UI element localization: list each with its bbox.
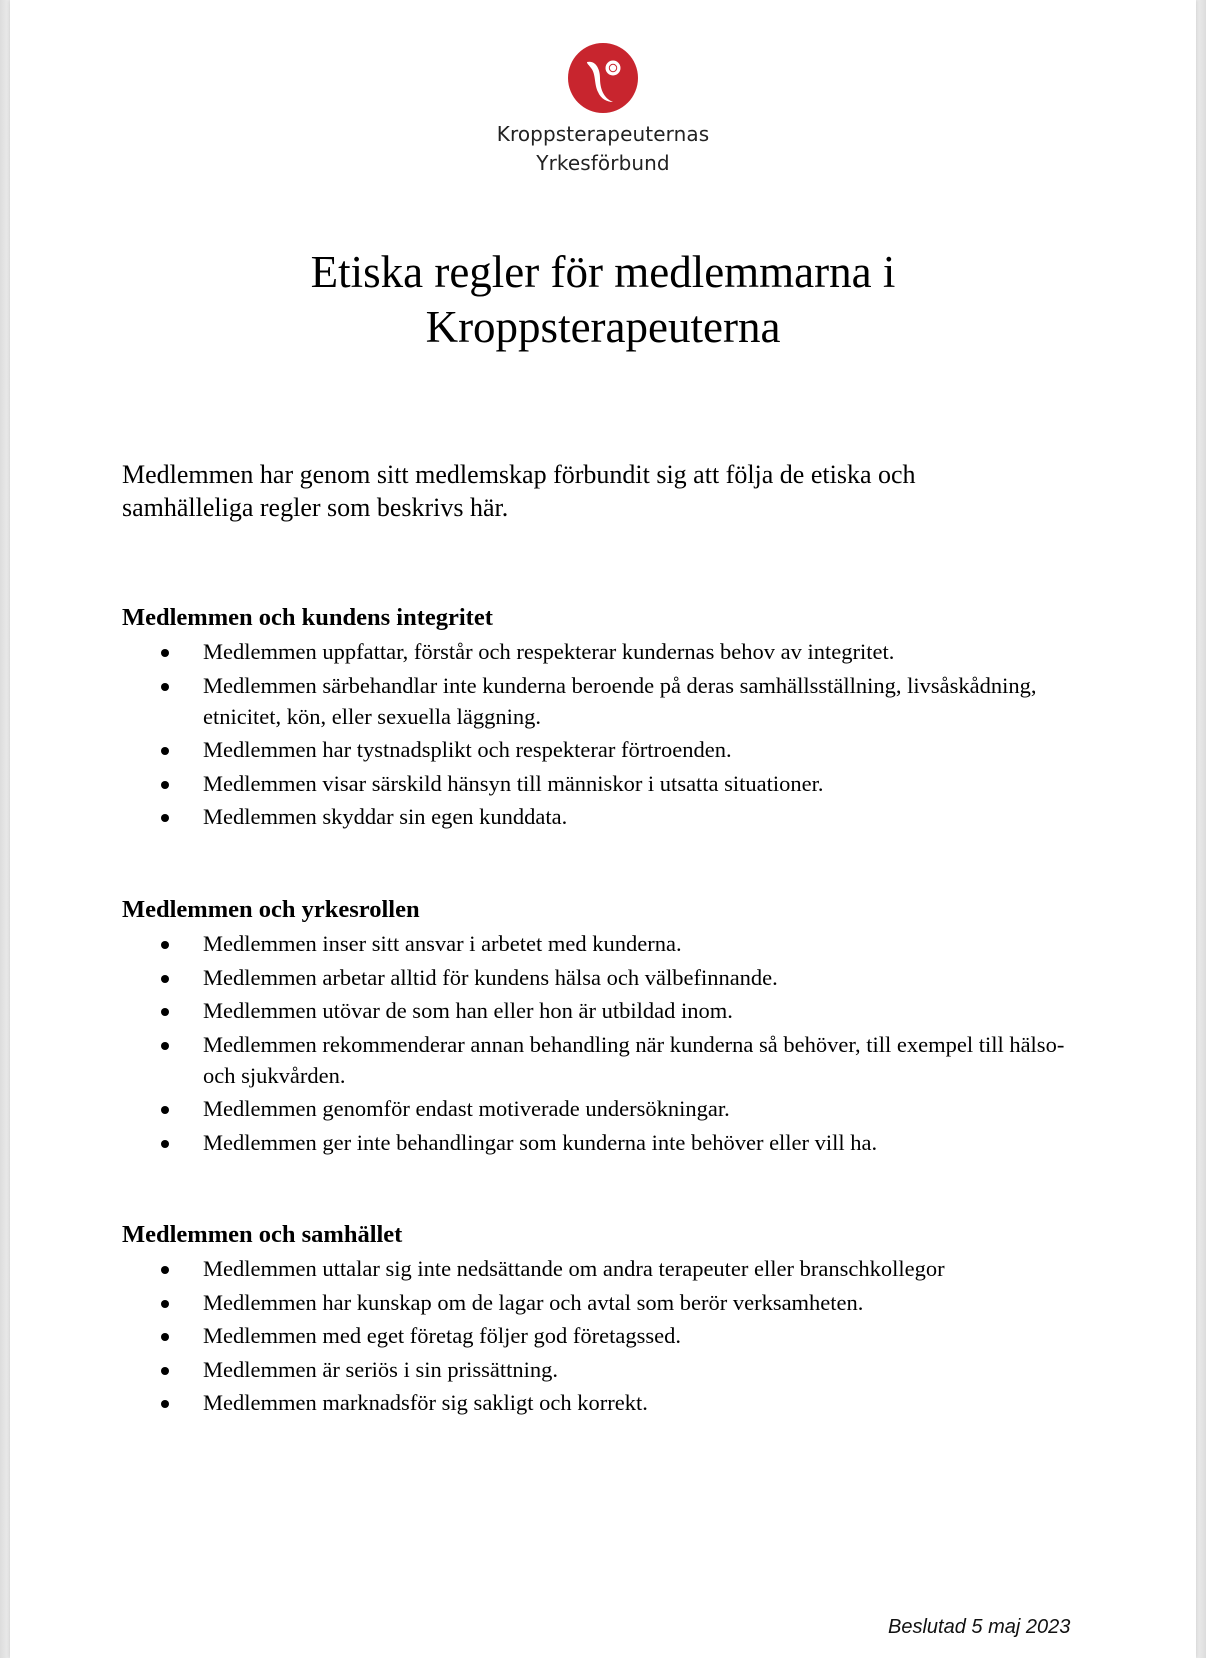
list-item-text: Medlemmen inser sitt ansvar i arbetet med kunderna. bbox=[203, 931, 682, 956]
bullet-icon bbox=[161, 1367, 169, 1375]
bullet-icon bbox=[161, 1008, 169, 1016]
section-professional-role bbox=[122, 895, 1102, 1160]
bullet-list bbox=[122, 928, 1102, 1158]
bullet-icon bbox=[161, 1266, 169, 1274]
list-item-text: Medlemmen genomför endast motiverade undersökningar. bbox=[203, 1096, 730, 1121]
list-item-text: Medlemmen har tystnadsplikt och respekterar förtroenden. bbox=[203, 737, 732, 762]
list-item-text: Medlemmen har kunskap om de lagar och avtal som berör verksamheten. bbox=[203, 1289, 864, 1315]
list-item-text: Medlemmen arbetar alltid för kundens hälsa och välbefinnande. bbox=[203, 964, 778, 990]
bullet-icon bbox=[161, 683, 169, 691]
list-item-text: Medlemmen uppfattar, förstår och respekterar kundernas behov av integritet. bbox=[203, 639, 895, 664]
section-heading: Medlemmen och samhället bbox=[122, 1221, 403, 1248]
organization-name-line1: Kroppsterapeuternas bbox=[496, 122, 710, 146]
document-title-line1: Etiska regler för medlemmarna i bbox=[310, 247, 896, 297]
bullet-icon bbox=[161, 649, 169, 657]
bullet-icon bbox=[161, 1042, 169, 1050]
bullet-icon bbox=[161, 747, 169, 755]
bullet-icon bbox=[161, 1106, 169, 1114]
section-heading: Medlemmen och kundens integritet bbox=[122, 604, 493, 631]
organization-name bbox=[10, 120, 1196, 178]
list-item-text: Medlemmen utövar de som han eller hon är utbildad inom. bbox=[203, 998, 733, 1023]
page-edge-left bbox=[0, 0, 10, 1658]
decision-date-note: Beslutad 5 maj 2023 bbox=[888, 1616, 1071, 1638]
list-item bbox=[122, 1093, 1102, 1124]
list-item bbox=[122, 1354, 1102, 1385]
list-item bbox=[122, 636, 1102, 667]
list-item-text: Medlemmen rekommenderar annan behandling när kunderna så behöver, till exempel till hälso- och sjukvården. bbox=[203, 1031, 1065, 1088]
bullet-icon bbox=[161, 975, 169, 983]
list-item bbox=[122, 1253, 1102, 1284]
bullet-icon bbox=[161, 941, 169, 949]
list-item-text: Medlemmen marknadsför sig sakligt och korrekt. bbox=[203, 1390, 648, 1415]
document-title bbox=[10, 245, 1196, 355]
section-society bbox=[122, 1220, 1102, 1421]
list-item-text: Medlemmen visar särskild hänsyn till människor i utsatta situationer. bbox=[203, 770, 824, 796]
bullet-icon bbox=[161, 1400, 169, 1408]
list-item-text: Medlemmen är seriös i sin prissättning. bbox=[203, 1356, 558, 1382]
list-item bbox=[122, 768, 1102, 799]
bullet-icon bbox=[161, 1300, 169, 1308]
list-item bbox=[122, 1127, 1102, 1158]
list-item bbox=[122, 962, 1102, 993]
kroppsterapeuterna-logo-icon bbox=[567, 42, 639, 114]
list-item bbox=[122, 670, 1102, 732]
list-item-text: Medlemmen uttalar sig inte nedsättande om andra terapeuter eller branschkollegor bbox=[203, 1256, 945, 1281]
list-item-text: Medlemmen med eget företag följer god företagssed. bbox=[203, 1323, 681, 1348]
document-page bbox=[10, 0, 1196, 1658]
intro-paragraph bbox=[122, 458, 1062, 524]
list-item-text: Medlemmen skyddar sin egen kunddata. bbox=[203, 804, 568, 829]
list-item-text: Medlemmen särbehandlar inte kunderna beroende på deras samhällsställning, livsåskådning, etnicitet, kön, eller sexuella läggning. bbox=[203, 672, 1037, 729]
list-item bbox=[122, 1387, 1102, 1418]
list-item bbox=[122, 928, 1102, 959]
organization-name-line2: Yrkesförbund bbox=[536, 151, 670, 175]
document-title-line2: Kroppsterapeuterna bbox=[425, 302, 781, 352]
section-heading: Medlemmen och yrkesrollen bbox=[122, 896, 420, 923]
organization-logo bbox=[10, 42, 1196, 178]
bullet-list bbox=[122, 636, 1102, 832]
section-customer-integrity bbox=[122, 603, 1102, 835]
list-item bbox=[122, 1320, 1102, 1351]
bullet-list bbox=[122, 1253, 1102, 1418]
bullet-icon bbox=[161, 814, 169, 822]
bullet-icon bbox=[161, 781, 169, 789]
page-edge-right bbox=[1196, 0, 1206, 1658]
list-item-text: Medlemmen ger inte behandlingar som kunderna inte behöver eller vill ha. bbox=[203, 1129, 878, 1155]
list-item bbox=[122, 1287, 1102, 1318]
bullet-icon bbox=[161, 1333, 169, 1341]
intro-line2: samhälleliga regler som beskrivs här. bbox=[122, 493, 509, 522]
list-item bbox=[122, 734, 1102, 765]
list-item bbox=[122, 995, 1102, 1026]
bullet-icon bbox=[161, 1140, 169, 1148]
list-item bbox=[122, 801, 1102, 832]
list-item bbox=[122, 1029, 1102, 1091]
intro-line1: Medlemmen har genom sitt medlemskap förbundit sig att följa de etiska och bbox=[122, 460, 916, 489]
